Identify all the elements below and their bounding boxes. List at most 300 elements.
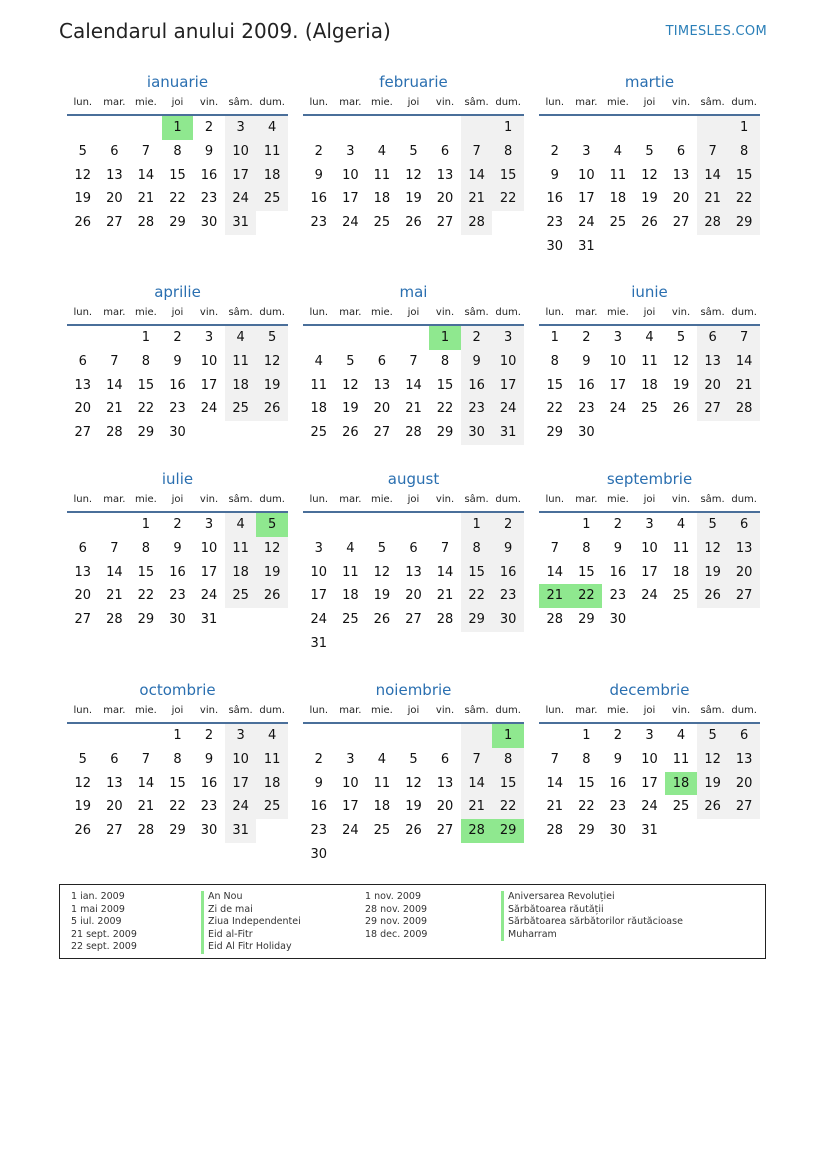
day-cell: 21 [436,588,454,604]
legend-names-left [201,891,301,954]
month-name: mai [399,283,428,301]
day-cell: 11 [672,751,690,767]
legend-holiday-name: An Nou [201,891,301,904]
weekday-label: dum. [259,494,285,505]
day-cell: 13 [436,167,454,183]
weekday-label: joi [643,97,656,108]
day-cell: 1 [492,116,524,140]
day-cell: 20 [74,588,92,604]
day-cell: 17 [492,374,524,398]
empty-cell [67,724,99,748]
day-cell: 7 [697,140,729,164]
month-iunie [539,280,760,445]
day-cell: 10 [342,775,359,791]
empty-cell [539,724,571,748]
day-cell: 2 [314,751,323,767]
weekday-label: vin. [199,307,219,318]
weekday-label: mie. [370,494,393,505]
day-cell: 19 [697,772,729,796]
day-cell: 25 [225,397,257,421]
day-cell: 24 [310,612,328,628]
month-name: iunie [631,283,668,301]
month-februarie [303,70,524,235]
day-grid [539,513,760,632]
day-cell: 16 [310,799,328,815]
weekday-label: sâm. [228,705,253,716]
weekday-label: mie. [370,705,393,716]
empty-cell [429,513,461,537]
day-cell: 3 [225,116,257,140]
day-cell: 29 [137,425,155,441]
day-cell: 21 [405,401,422,417]
day-cell: 21 [546,799,564,815]
weekday-label: sâm. [228,307,253,318]
day-cell: 16 [609,564,627,580]
day-cell: 21 [461,187,493,211]
empty-cell [665,116,697,140]
empty-cell [539,116,571,140]
day-cell: 29 [728,211,760,235]
day-cell: 3 [645,728,654,743]
day-cell: 11 [641,353,658,369]
day-cell: 26 [641,215,658,231]
day-cell: 26 [256,397,288,421]
day-cell: 5 [409,143,418,159]
holiday-day: 21 [539,584,571,608]
empty-cell [461,724,493,748]
legend-date: 5 iul. 2009 [71,916,122,928]
weekday-header [303,702,524,720]
day-cell: 24 [641,588,658,604]
day-cell: 18 [256,164,288,188]
day-cell: 5 [676,330,686,345]
day-grid [539,326,760,445]
day-cell: 28 [436,612,454,628]
day-grid [67,724,288,843]
empty-cell [366,724,398,748]
weekday-label: dum. [731,307,757,318]
month-name: ianuarie [146,73,209,91]
legend-holiday-name: Sărbătoarea răutății [501,904,683,917]
day-cell: 27 [106,215,123,231]
month-name: noiembrie [375,681,452,699]
legend-date: 1 ian. 2009 [71,891,125,902]
day-cell: 11 [225,537,257,561]
month-august [303,467,524,656]
day-cell: 15 [578,564,595,580]
day-cell: 8 [582,540,591,556]
empty-cell [67,326,99,350]
weekday-label: dum. [495,494,521,505]
day-cell: 20 [373,401,391,417]
weekday-label: mie. [134,705,157,716]
day-cell: 2 [582,330,591,345]
day-cell: 19 [672,377,690,393]
day-cell: 7 [461,140,493,164]
day-cell: 3 [492,326,524,350]
day-cell: 22 [137,588,155,604]
day-cell: 7 [728,326,760,350]
day-cell: 25 [373,823,391,839]
day-cell: 13 [436,775,454,791]
day-cell: 27 [697,397,729,421]
day-cell: 25 [672,799,690,815]
weekday-label: vin. [199,494,219,505]
day-cell: 18 [373,191,391,207]
day-cell: 2 [550,143,559,159]
holiday-day: 1 [162,116,194,140]
day-cell: 4 [225,513,257,537]
day-cell: 26 [697,584,729,608]
day-cell: 20 [436,191,454,207]
empty-cell [602,116,634,140]
day-cell: 1 [141,517,151,532]
legend-date: 1 mai 2009 [71,903,125,915]
day-cell: 21 [461,795,493,819]
day-cell: 12 [697,537,729,561]
day-cell: 3 [314,540,323,556]
holiday-day: 29 [492,819,524,843]
day-cell: 31 [225,211,257,235]
day-cell: 3 [346,751,355,767]
weekday-header [303,491,524,509]
day-cell: 1 [141,330,151,345]
weekday-label: mie. [606,307,629,318]
day-cell: 13 [373,377,391,393]
day-cell: 4 [613,143,623,159]
day-cell: 27 [74,612,92,628]
day-cell: 23 [310,215,328,231]
day-cell: 6 [697,326,729,350]
day-cell: 5 [645,143,654,159]
legend-holiday-name: Sărbătoarea sărbătorilor răutăcioase [501,916,683,929]
day-cell: 4 [645,330,654,345]
day-cell: 19 [74,799,92,815]
day-cell: 10 [225,748,257,772]
weekday-label: vin. [435,97,455,108]
legend-date: 29 nov. 2009 [365,916,428,928]
day-cell: 24 [225,187,257,211]
day-cell: 23 [492,584,524,608]
day-cell: 24 [641,799,658,815]
weekday-label: sâm. [464,494,489,505]
day-cell: 2 [613,728,623,743]
empty-cell [303,513,335,537]
day-cell: 19 [256,374,288,398]
day-cell: 11 [373,167,391,183]
day-cell: 20 [728,561,760,585]
day-cell: 30 [609,823,627,839]
day-cell: 28 [461,211,493,235]
holiday-day: 1 [492,724,524,748]
day-cell: 4 [676,728,686,743]
day-grid [67,326,288,445]
empty-cell [429,724,461,748]
day-cell: 14 [436,564,454,580]
day-cell: 26 [672,401,690,417]
day-cell: 25 [310,425,328,441]
day-cell: 16 [200,775,218,791]
day-cell: 29 [436,425,454,441]
weekday-label: lun. [309,705,329,716]
day-cell: 27 [106,823,123,839]
legend-date: 21 sept. 2009 [71,928,137,940]
day-cell: 18 [342,588,359,604]
day-cell: 14 [137,167,155,183]
day-cell: 5 [78,751,87,767]
day-cell: 6 [110,143,119,159]
day-cell: 9 [204,143,214,159]
day-cell: 22 [578,799,595,815]
day-cell: 16 [169,377,186,393]
day-cell: 5 [78,143,87,159]
day-cell: 25 [256,795,288,819]
weekday-label: lun. [545,705,565,716]
day-cell: 18 [256,772,288,796]
month-name: februarie [379,73,448,91]
day-cell: 7 [440,540,450,556]
day-cell: 13 [74,564,92,580]
legend-date: 18 dec. 2009 [365,928,428,940]
day-cell: 28 [546,612,564,628]
day-cell: 14 [461,164,493,188]
day-cell: 12 [405,775,422,791]
day-cell: 30 [310,846,328,862]
empty-cell [335,513,367,537]
day-cell: 28 [106,425,123,441]
month-aprilie [67,280,288,445]
day-cell: 14 [461,772,493,796]
weekday-label: joi [171,494,184,505]
weekday-label: mar. [103,494,126,505]
month-septembrie [539,467,760,632]
day-cell: 1 [582,517,591,532]
empty-cell [461,116,493,140]
day-cell: 18 [641,377,658,393]
day-cell: 14 [728,350,760,374]
weekday-label: lun. [309,307,329,318]
weekday-header [303,94,524,112]
day-cell: 8 [173,751,182,767]
weekday-label: dum. [259,97,285,108]
day-cell: 12 [342,377,359,393]
weekday-label: sâm. [700,494,725,505]
day-cell: 8 [492,140,524,164]
day-cell: 9 [613,751,623,767]
weekday-label: dum. [259,307,285,318]
holiday-day: 5 [256,513,288,537]
day-cell: 7 [409,353,418,369]
day-grid [67,513,288,632]
day-cell: 11 [256,140,288,164]
month-name: aprilie [154,283,201,301]
weekday-label: sâm. [228,494,253,505]
weekday-label: sâm. [700,97,725,108]
day-cell: 1 [461,513,493,537]
day-cell: 13 [697,350,729,374]
day-cell: 29 [578,823,595,839]
day-cell: 15 [169,167,186,183]
day-cell: 31 [578,238,595,254]
weekday-label: vin. [671,97,691,108]
weekday-label: sâm. [464,97,489,108]
day-cell: 7 [550,751,559,767]
day-cell: 20 [405,588,422,604]
empty-cell [130,724,162,748]
day-cell: 27 [728,795,760,819]
month-name: octombrie [139,681,216,699]
day-cell: 9 [550,167,559,183]
day-cell: 3 [613,330,623,345]
day-cell: 9 [314,775,323,791]
day-cell: 6 [440,751,450,767]
day-cell: 13 [405,564,422,580]
day-cell: 4 [256,724,288,748]
day-cell: 22 [461,584,493,608]
empty-cell [429,116,461,140]
day-cell: 9 [492,537,524,561]
weekday-label: dum. [731,494,757,505]
day-cell: 15 [461,561,493,585]
day-cell: 4 [377,751,387,767]
day-cell: 10 [641,751,658,767]
day-cell: 18 [225,561,257,585]
day-cell: 8 [440,353,450,369]
day-cell: 6 [377,353,387,369]
day-cell: 4 [256,116,288,140]
day-cell: 28 [697,211,729,235]
day-cell: 23 [609,588,627,604]
day-cell: 13 [106,167,123,183]
day-cell: 28 [728,397,760,421]
day-cell: 3 [204,517,214,532]
day-cell: 11 [609,167,627,183]
day-cell: 22 [492,187,524,211]
holiday-day: 18 [665,772,697,796]
day-cell: 10 [200,353,218,369]
day-cell: 8 [492,748,524,772]
day-cell: 6 [728,513,760,537]
day-cell: 30 [461,421,493,445]
weekday-label: lun. [309,97,329,108]
legend-date: 28 nov. 2009 [365,903,428,915]
weekday-label: joi [643,494,656,505]
weekday-label: lun. [545,97,565,108]
month-name: martie [624,73,675,91]
weekday-label: mar. [575,494,598,505]
brand-logo[interactable]: TIMESLES.COM [665,24,767,39]
empty-cell [634,116,666,140]
day-cell: 3 [582,143,591,159]
day-grid [303,116,524,235]
weekday-label: dum. [731,97,757,108]
day-cell: 5 [409,751,418,767]
day-cell: 22 [436,401,454,417]
day-cell: 13 [74,377,92,393]
empty-cell [335,326,367,350]
day-cell: 1 [550,330,559,345]
day-cell: 16 [609,775,627,791]
day-cell: 2 [173,330,182,345]
weekday-header [303,304,524,322]
day-cell: 24 [200,588,218,604]
day-cell: 11 [373,775,391,791]
day-cell: 27 [373,425,391,441]
day-cell: 29 [169,215,186,231]
legend-holiday-name: Aniversarea Revoluției [501,891,683,904]
day-cell: 23 [200,191,218,207]
day-cell: 18 [373,799,391,815]
weekday-header [539,491,760,509]
weekday-label: vin. [435,494,455,505]
day-cell: 19 [405,191,422,207]
day-cell: 19 [373,588,391,604]
day-grid [303,513,524,656]
day-cell: 24 [342,823,359,839]
day-cell: 30 [169,612,186,628]
day-cell: 19 [256,561,288,585]
day-cell: 10 [609,353,627,369]
day-cell: 18 [609,191,627,207]
day-cell: 19 [342,401,359,417]
day-cell: 10 [200,540,218,556]
weekday-label: mar. [103,307,126,318]
day-cell: 20 [106,799,123,815]
day-cell: 14 [546,564,564,580]
day-cell: 3 [645,517,654,532]
day-cell: 9 [314,167,323,183]
day-cell: 12 [256,537,288,561]
day-cell: 16 [169,564,186,580]
empty-cell [303,326,335,350]
empty-cell [366,116,398,140]
day-cell: 26 [342,425,359,441]
day-cell: 4 [377,143,387,159]
day-cell: 15 [492,164,524,188]
day-cell: 10 [310,564,328,580]
month-name: decembrie [609,681,690,699]
empty-cell [67,116,99,140]
weekday-label: sâm. [700,307,725,318]
day-cell: 8 [461,537,493,561]
day-cell: 14 [106,377,123,393]
day-cell: 21 [137,191,155,207]
day-grid [303,724,524,867]
day-cell: 20 [697,374,729,398]
month-ianuarie [67,70,288,235]
day-cell: 8 [173,143,182,159]
empty-cell [303,116,335,140]
weekday-label: mar. [339,307,362,318]
day-cell: 9 [461,350,493,374]
day-cell: 7 [141,143,151,159]
day-cell: 15 [169,775,186,791]
day-cell: 30 [546,238,564,254]
day-cell: 30 [200,823,218,839]
day-cell: 6 [440,143,450,159]
month-martie [539,70,760,259]
day-cell: 28 [137,823,155,839]
day-cell: 19 [641,191,658,207]
day-cell: 9 [582,353,591,369]
day-cell: 23 [546,215,564,231]
empty-cell [99,116,131,140]
day-cell: 26 [256,584,288,608]
day-cell: 22 [137,401,155,417]
empty-cell [335,724,367,748]
day-cell: 23 [310,823,328,839]
day-cell: 26 [74,823,92,839]
